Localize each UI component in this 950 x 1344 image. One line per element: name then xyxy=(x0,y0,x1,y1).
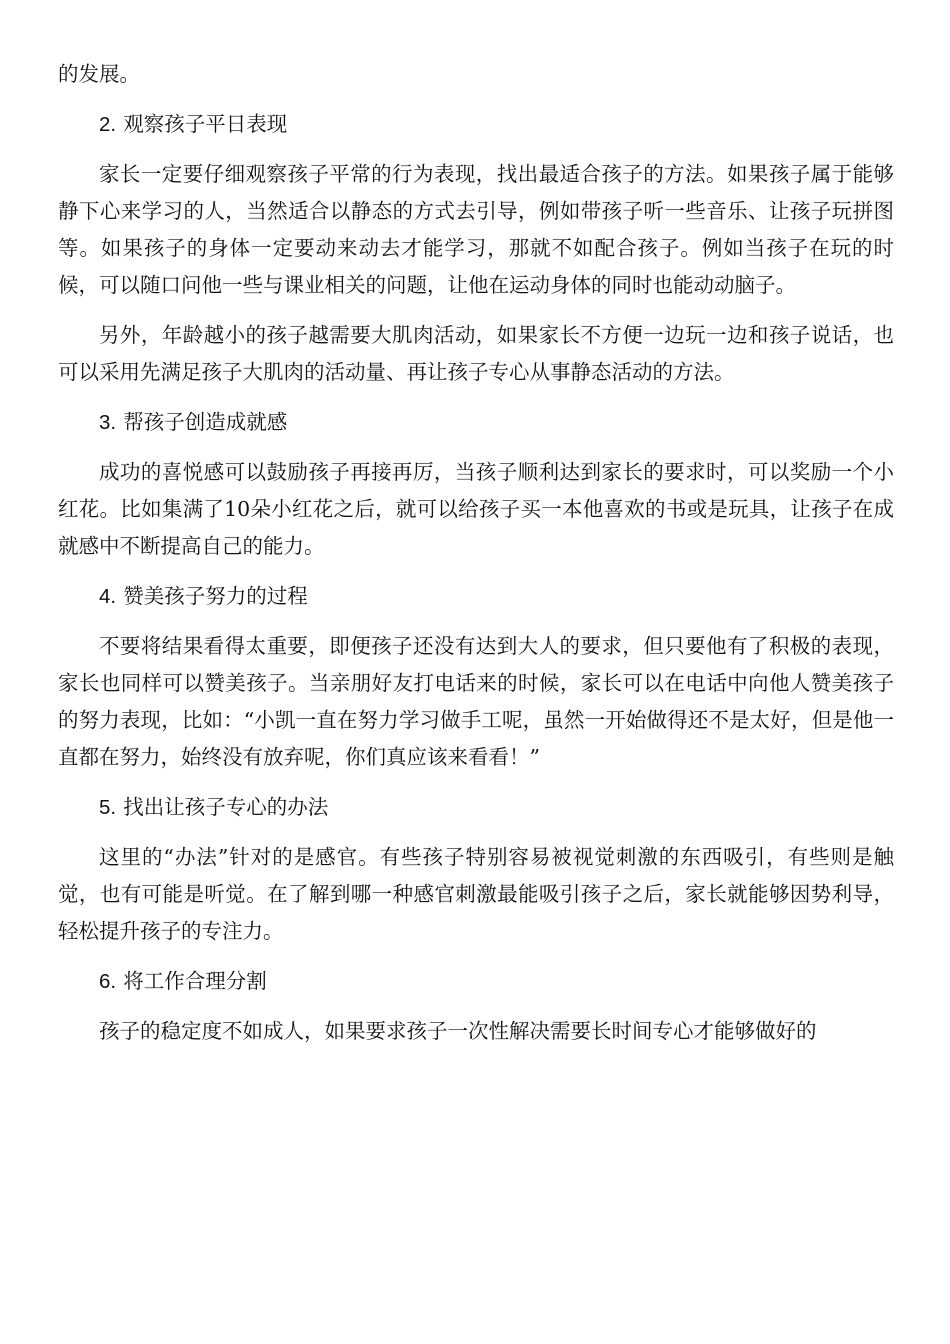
section-title: 赞美孩子努力的过程 xyxy=(123,584,308,608)
document-page xyxy=(58,56,894,1063)
section-number: 6. xyxy=(99,970,117,993)
section-title: 将工作合理分割 xyxy=(123,969,267,993)
paragraph: 另外，年龄越小的孩子越需要大肌肉活动，如果家长不方便一边玩一边和孩子说话，也可以采用先满足孩子大肌肉的活动量、再让孩子专心从事静态活动的方法。 xyxy=(58,323,894,384)
section-number: 4. xyxy=(99,585,117,608)
paragraph: 孩子的稳定度不如成人，如果要求孩子一次性解决需要长时间专心才能够做好的 xyxy=(99,1019,817,1043)
paragraph: 家长一定要仔细观察孩子平常的行为表现，找出最适合孩子的方法。如果孩子属于能够静下心来学习的人，当然适合以静态的方式去引导，例如带孩子听一些音乐、让孩子玩拼图等。如果孩子的身体一定要动来动去才能学习，那就不如配合孩子。例如当孩子在玩的时候，可以随口问他一些与课业相关的问题，让他在运动身体的同时也能动动脑子。 xyxy=(58,162,894,297)
section-number: 2. xyxy=(99,113,117,136)
section-heading-2 xyxy=(58,106,894,143)
section-number: 5. xyxy=(99,796,117,819)
section-heading-4 xyxy=(58,578,894,615)
section-heading-3 xyxy=(58,404,894,441)
section-heading-5 xyxy=(58,789,894,826)
paragraph: 不要将结果看得太重要，即便孩子还没有达到大人的要求，但只要他有了积极的表现，家长也同样可以赞美孩子。当亲朋好友打电话来的时候，家长可以在电话中向他人赞美孩子的努力表现，比如：“小凯一直在努力学习做手工呢，虽然一开始做得还不是太好，但是他一直都在努力，始终没有放弃呢，你们真应该来看看！” xyxy=(58,634,894,769)
section-number: 3. xyxy=(99,411,117,434)
paragraph: 成功的喜悦感可以鼓励孩子再接再厉，当孩子顺利达到家长的要求时，可以奖励一个小红花。比如集满了10朵小红花之后，就可以给孩子买一本他喜欢的书或是玩具，让孩子在成就感中不断提高自己的能力。 xyxy=(58,460,894,558)
section-title: 帮孩子创造成就感 xyxy=(123,410,288,434)
section-title: 找出让孩子专心的办法 xyxy=(123,795,329,819)
paragraph-continuation: 的发展。 xyxy=(58,62,140,86)
section-heading-6 xyxy=(58,963,894,1000)
paragraph: 这里的“办法”针对的是感官。有些孩子特别容易被视觉刺激的东西吸引，有些则是触觉，也有可能是听觉。在了解到哪一种感官刺激最能吸引孩子之后，家长就能够因势利导，轻松提升孩子的专注力。 xyxy=(58,845,894,943)
section-title: 观察孩子平日表现 xyxy=(123,112,288,136)
